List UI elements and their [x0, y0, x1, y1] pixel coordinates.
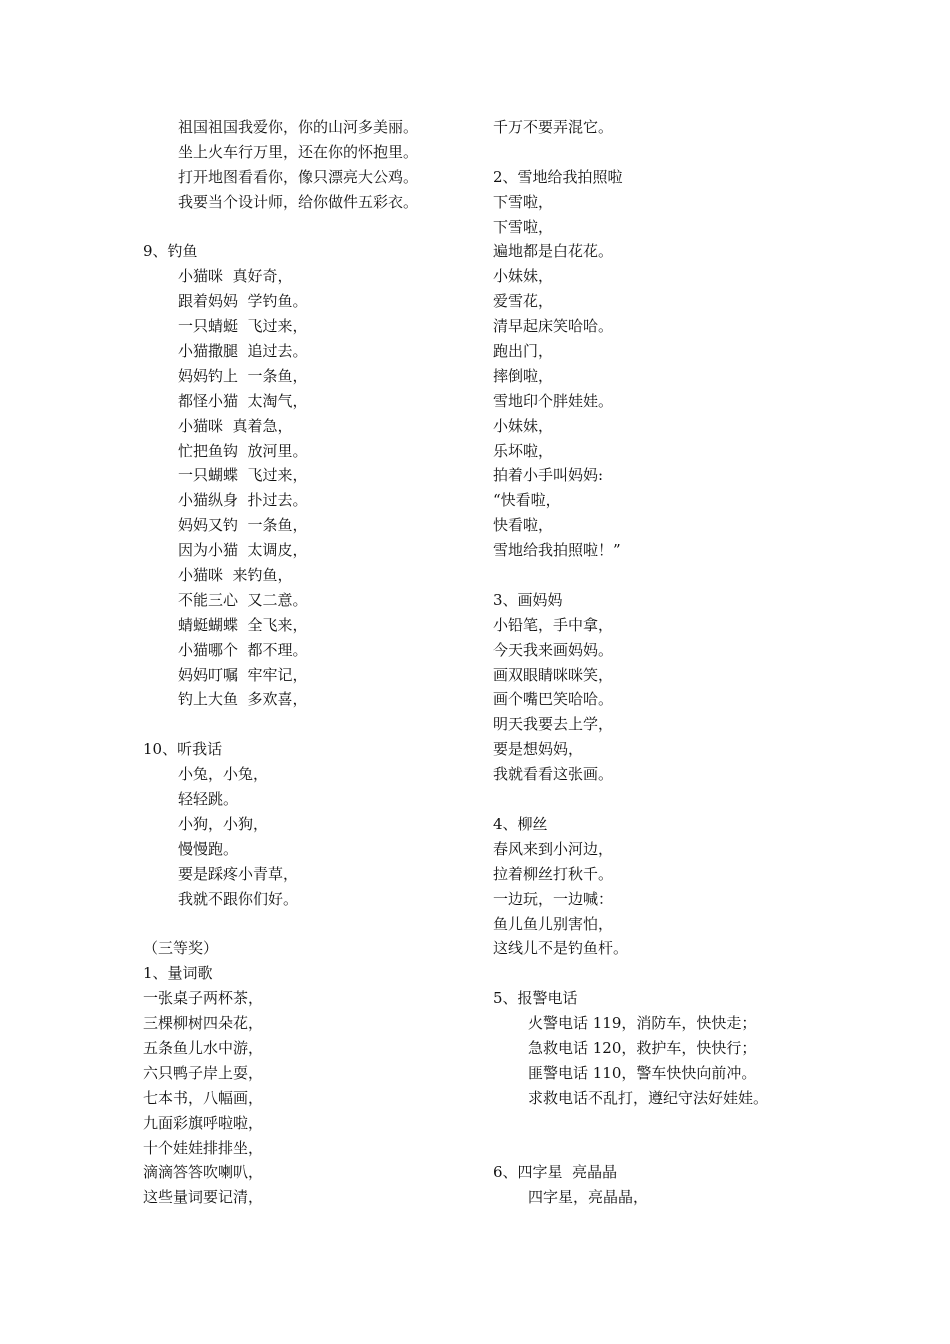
poem-line: 小妹妹，	[493, 267, 554, 286]
poem-line: 妈妈钓上 一条鱼，	[178, 366, 308, 385]
poem-line: 下雪啦，	[493, 192, 554, 211]
poem-line: 要是想妈妈，	[493, 740, 584, 759]
poem-line: 拍着小手叫妈妈:	[493, 466, 604, 485]
poem-line: 慢慢跑。	[178, 839, 239, 858]
poem-title-s3: 3、画妈妈	[493, 590, 563, 609]
poem-line: 急救电话 120，救护车，快快行；	[528, 1038, 757, 1057]
poem-line: 三棵柳树四朵花，	[143, 1014, 264, 1033]
poem-title-10: 10、听我话	[143, 740, 223, 759]
poem-line: 小铅笔，手中拿，	[493, 615, 614, 634]
right-column	[493, 115, 913, 1210]
poem-line: 钓上大鱼 多欢喜，	[178, 690, 308, 709]
poem-line: 遍地都是白花花。	[493, 242, 614, 261]
poem-line: 一张桌子两杯茶，	[143, 989, 264, 1008]
poem-title-9: 9、钓鱼	[143, 242, 198, 261]
poem-title-s2: 2、雪地给我拍照啦	[493, 167, 623, 186]
poem-line: 小猫咪 真好奇，	[178, 267, 293, 286]
spacer	[493, 563, 913, 588]
spacer	[143, 712, 473, 737]
poem-line: 七本书，八幅画，	[143, 1088, 264, 1107]
poem-line: 下雪啦，	[493, 217, 554, 236]
poem-line: 打开地图看看你，像只漂亮大公鸡。	[178, 167, 419, 186]
poem-line: 滴滴答答吹喇叭，	[143, 1163, 264, 1182]
poem-line: 不能三心 又二意。	[178, 590, 308, 609]
poem-line: 跟着妈妈 学钓鱼。	[178, 292, 308, 311]
prize-heading: （三等奖）	[143, 939, 219, 958]
poem-title-s1: 1、量词歌	[143, 964, 213, 983]
poem-line: 九面彩旗呼啦啦，	[143, 1113, 264, 1132]
poem-line: 我就不跟你们好。	[178, 889, 299, 908]
poem-line: 小猫咪 真着急，	[178, 416, 293, 435]
poem-line: 一只蝴蝶 飞过来，	[178, 466, 308, 485]
spacer	[493, 1111, 913, 1136]
poem-line: 小猫纵身 扑过去。	[178, 491, 308, 510]
poem-line: 一只蜻蜓 飞过来，	[178, 317, 308, 336]
poem-line: 这线儿不是钓鱼杆。	[493, 939, 629, 958]
poem-line: 千万不要弄混它。	[493, 118, 614, 136]
poem-line: 十个娃娃排排坐，	[143, 1138, 264, 1157]
poem-line: 快看啦，	[493, 516, 554, 535]
poem-title-s6: 6、四字星 亮晶晶	[493, 1163, 618, 1182]
left-column	[143, 115, 473, 1210]
poem-line: 六只鸭子岸上耍，	[143, 1063, 264, 1082]
poem-line: 祖国祖国我爱你，你的山河多美丽。	[178, 118, 419, 136]
poem-line: 这些量词要记清，	[143, 1188, 264, 1207]
poem-line: 春风来到小河边，	[493, 839, 614, 858]
poem-line: 坐上火车行万里，还在你的怀抱里。	[178, 142, 419, 161]
poem-line: 小狗，小狗，	[178, 814, 269, 833]
poem-line: 我就看看这张画。	[493, 765, 614, 784]
poem-line: 画双眼睛咪咪笑，	[493, 665, 614, 684]
poem-line: 拉着柳丝打秋千。	[493, 864, 614, 883]
poem-line: 小妹妹，	[493, 416, 554, 435]
poem-line: 要是踩疼小青草，	[178, 864, 299, 883]
poem-line: 一边玩，一边喊：	[493, 889, 614, 908]
spacer	[493, 1136, 913, 1161]
poem-line: 爱雪花，	[493, 292, 554, 311]
poem-line: 明天我要去上学，	[493, 715, 614, 734]
poem-line: 四字星，亮晶晶，	[528, 1188, 649, 1207]
spacer	[143, 215, 473, 240]
poem-line: 妈妈叮嘱 牢牢记，	[178, 665, 308, 684]
poem-line: 火警电话 119，消防车，快快走；	[528, 1014, 757, 1033]
poem-title-s4: 4、柳丝	[493, 814, 548, 833]
poem-line: 乐坏啦，	[493, 441, 554, 460]
poem-line: 清早起床笑哈哈。	[493, 317, 614, 336]
poem-line: 轻轻跳。	[178, 790, 239, 809]
poem-line: 我要当个设计师，给你做件五彩衣。	[178, 192, 419, 211]
poem-line: 匪警电话 110，警车快快向前冲。	[528, 1063, 757, 1082]
poem-line: 蜻蜓蝴蝶 全飞来，	[178, 615, 308, 634]
poem-title-s5: 5、报警电话	[493, 989, 578, 1008]
poem-line: 妈妈又钓 一条鱼，	[178, 516, 308, 535]
poem-line: 摔倒啦，	[493, 366, 554, 385]
spacer	[493, 961, 913, 986]
poem-line: 今天我来画妈妈。	[493, 640, 614, 659]
poem-line: 忙把鱼钩 放河里。	[178, 441, 308, 460]
poem-line: 小猫撒腿 追过去。	[178, 342, 308, 361]
poem-line: 求救电话不乱打，遵纪守法好娃娃。	[528, 1088, 769, 1107]
poem-line: 小兔，小兔，	[178, 765, 269, 784]
poem-line: 画个嘴巴笑哈哈。	[493, 690, 614, 709]
poem-line: 鱼儿鱼儿别害怕，	[493, 914, 614, 933]
poem-line: 都怪小猫 太淘气，	[178, 391, 308, 410]
poem-line: 因为小猫 太调皮，	[178, 541, 308, 560]
poem-line: 小猫咪 来钓鱼，	[178, 566, 293, 585]
poem-line: 雪地印个胖娃娃。	[493, 391, 614, 410]
poem-line: 跑出门，	[493, 342, 554, 361]
spacer	[493, 140, 913, 165]
poem-line: 小猫哪个 都不理。	[178, 640, 308, 659]
spacer	[493, 787, 913, 812]
poem-line: “快看啦，	[493, 491, 561, 510]
spacer	[143, 912, 473, 937]
poem-line: 五条鱼儿水中游，	[143, 1038, 264, 1057]
poem-line: 雪地给我拍照啦！”	[493, 541, 621, 560]
